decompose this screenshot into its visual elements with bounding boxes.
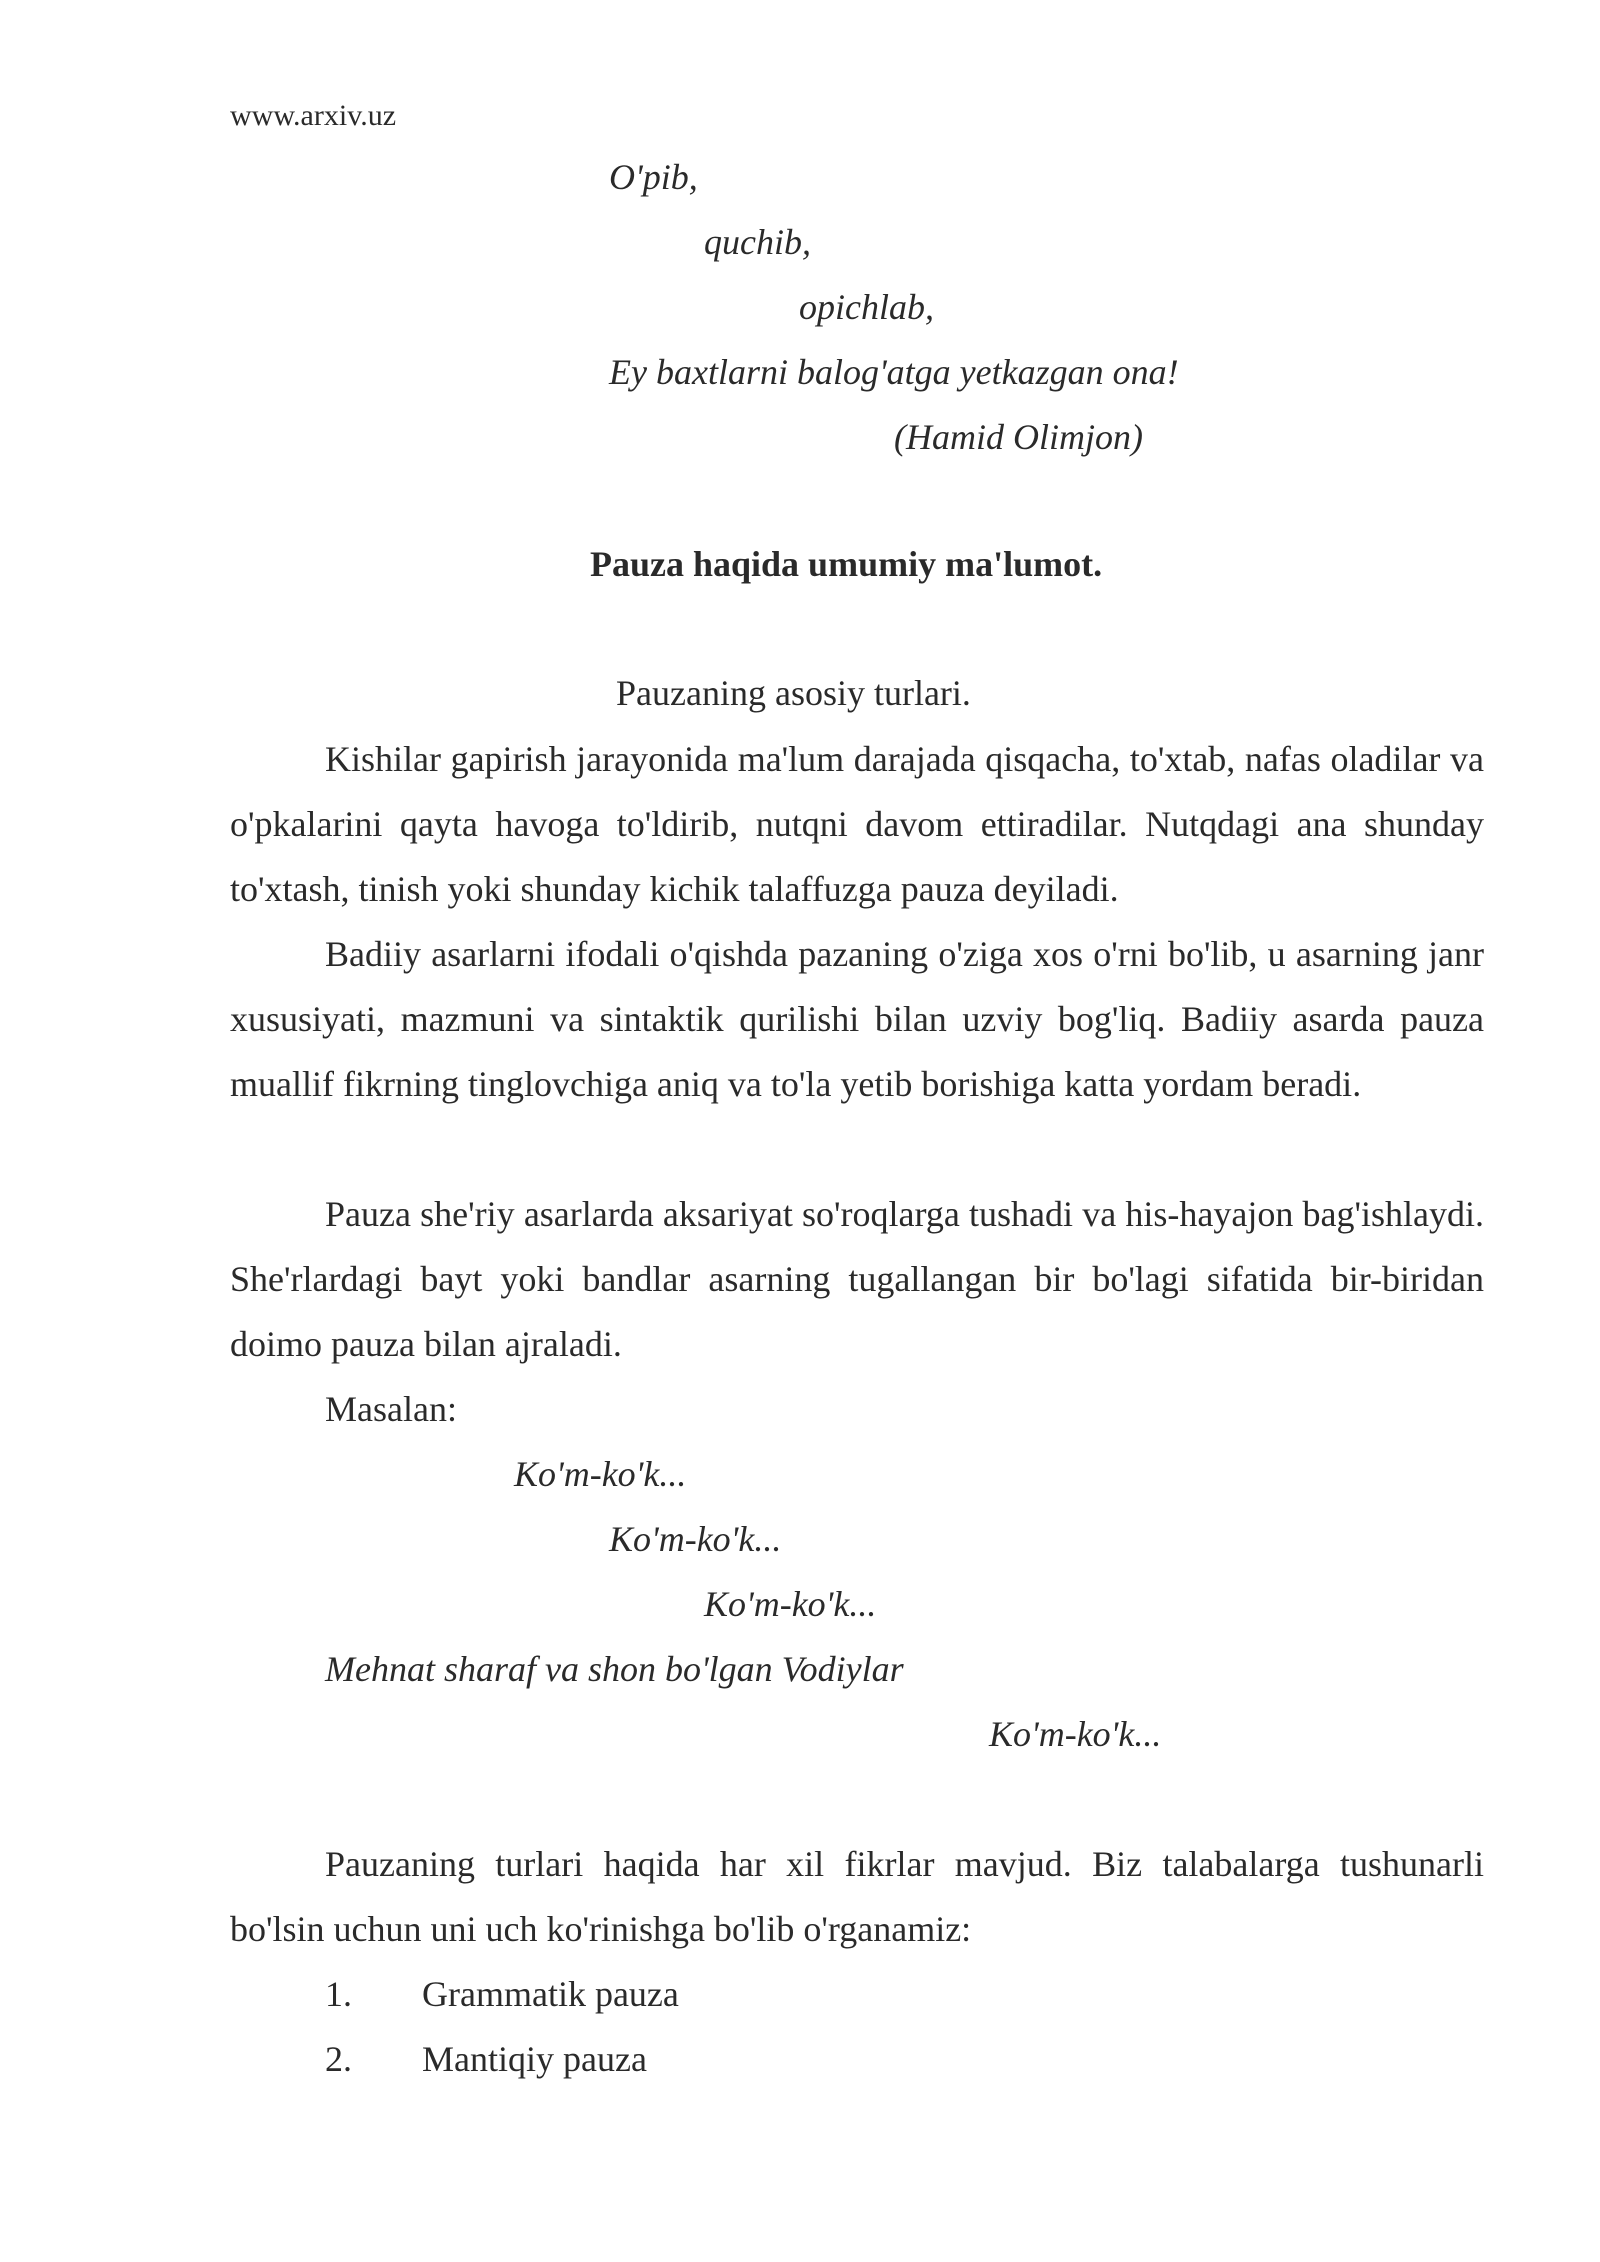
poem2-line-2: Ko'm-ko'k...	[609, 1519, 782, 1559]
list-item-text: Grammatik pauza	[422, 1974, 679, 2014]
poem1-author: (Hamid Olimjon)	[894, 417, 1143, 457]
poem2-line-3: Ko'm-ko'k...	[704, 1584, 877, 1624]
paragraph-2: Badiiy asarlarni ifodali o'qishda pazaning o'ziga xos o'rni bo'lib, u asarning janr xususiyati, mazmuni va sintaktik qurilishi bilan uzviy bog'liq. Badiiy asarda pauza muallif fikrning tinglovchiga aniq va to'la yetib borishiga katta yordam beradi.	[230, 934, 1484, 1104]
paragraph-3: Pauza she'riy asarlarda aksariyat so'roqlarga tushadi va his-hayajon bag'ishlaydi. She'rlardagi bayt yoki bandlar asarning tugallangan bir bo'lagi sifatida bir-biridan doimo pauza bilan ajraladi.	[230, 1194, 1484, 1364]
list-item-text: Mantiqiy pauza	[422, 2039, 647, 2079]
poem2-line-1: Ko'm-ko'k...	[514, 1454, 687, 1494]
paragraph-1: Kishilar gapirish jarayonida ma'lum darajada qisqacha, to'xtab, nafas oladilar va o'pkalarini qayta havoga to'ldirib, nutqni davom ettiradilar. Nutqdagi ana shunday to'xtash, tinish yoki shunday kichik talaffuzga pauza deyiladi.	[230, 739, 1484, 909]
example-label: Masalan:	[325, 1389, 457, 1429]
poem1-line-3: opichlab,	[799, 287, 934, 327]
poem2-line-4: Mehnat sharaf va shon bo'lgan Vodiylar	[325, 1649, 904, 1689]
list-item-number: 2.	[325, 2039, 352, 2079]
poem2-line-5: Ko'm-ko'k...	[989, 1714, 1162, 1754]
poem1-line-1: O'pib,	[609, 157, 698, 197]
header-url: www.arxiv.uz	[230, 99, 397, 132]
paragraph-4: Pauzaning turlari haqida har xil fikrlar mavjud. Biz talabalarga tushunarli bo'lsin uchun uni uch ko'rinishga bo'lib o'rganamiz:	[230, 1844, 1484, 1949]
poem1-line-2: quchib,	[704, 222, 811, 262]
section-heading: Pauza haqida umumiy ma'lumot.	[590, 544, 1103, 584]
section-subheading: Pauzaning asosiy turlari.	[616, 673, 971, 713]
poem1-line-4: Ey baxtlarni balog'atga yetkazgan ona!	[609, 352, 1179, 392]
list-item-number: 1.	[325, 1974, 352, 2014]
